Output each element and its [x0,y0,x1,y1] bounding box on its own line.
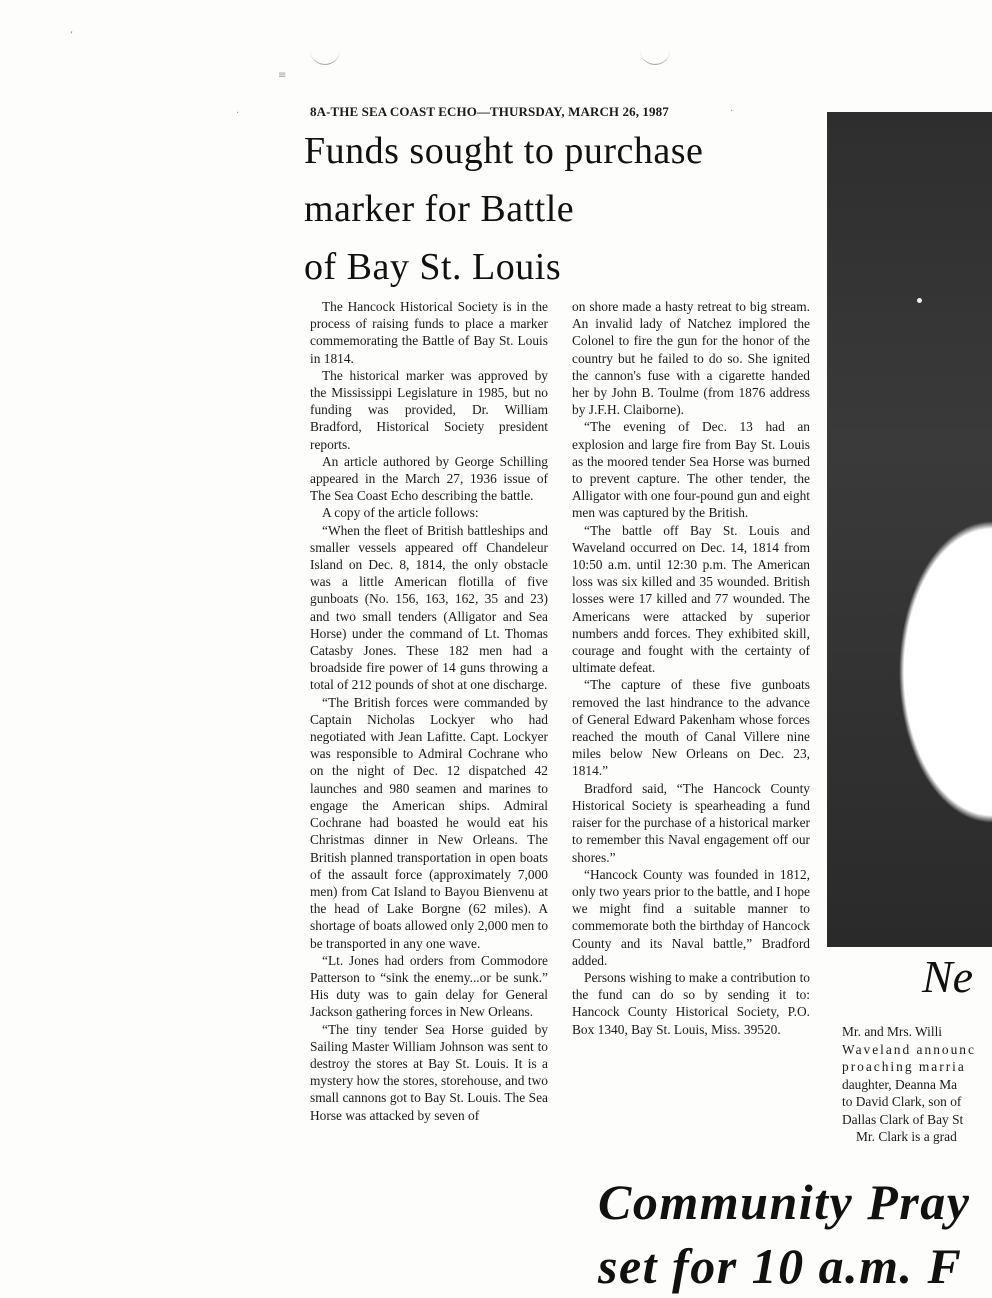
scan-mark: · [730,106,734,117]
paragraph: “The capture of these five gunboats removed the last hindrance to the advance of General Edward Pakenham whose forces reached the mouth of Canal Villere nine miles below New Orleans on Dec. 23, 1814.” [572,677,810,779]
paragraph: “The British forces were commanded by Captain Nicholas Lockyer who had negotiated with Jean Lafitte. Capt. Lockyer was responsible to Admiral Cochrane who on the night of Dec. 12 dispatched 42 launches and 980 seamen and marines to engage the American ships. Admiral Cochrane had boasted he would eat his Christmas dinner in New Orleans. The British planned transportation in open boats of the assault force (approximately 7,000 men) from Cat Island to Bayou Bienvenu at the head of Lake Borgne (62 miles). A shortage of boats allowed only 2,000 men to be transported in any one wave. [310,694,548,951]
paragraph: “The tiny tender Sea Horse guided by Sailing Master William Johnson was sent to destroy the stores at Bay St. Louis. It is a mystery how the stores, storehouse, and two small cannons got to Bay St. Louis. The Sea Horse was attacked by seven of [310,1021,548,1123]
headline [304,122,824,296]
portrait-photo [827,112,992,947]
masthead: 8A-THE SEA COAST ECHO—THURSDAY, MARCH 26, 1987 [310,104,669,119]
paragraph: “The battle off Bay St. Louis and Waveland occurred on Dec. 14, 1814 from 10:50 a.m. until 12:30 p.m. The American loss was six killed and 35 wounded. British losses were 17 killed and 77 wounded. The Americans were attacked by superior numbers andd forces. They exhibited skill, courage and fought with the certainty of ultimate defeat. [572,522,810,676]
side-article-heading: Ne [922,951,974,1002]
photo-speck [917,298,922,303]
bottom-headline-line: set for 10 a.m. F [598,1238,963,1294]
side-article-text [842,1023,992,1146]
paragraph: on shore made a hasty retreat to big stream. An invalid lady of Natchez implored the Colonel to fire the gun for the honor of the country but he failed to do so. She ignited the cannon's fuse with a cigarette handed her by John B. Toulme (from 1876 address by J.F.H. Claiborne). [572,299,810,418]
scan-mark [640,50,670,65]
scan-mark: ≡ [278,70,287,81]
side-article-line: Mr. Clark is a grad [856,1129,957,1144]
paragraph: Bradford said, “The Hancock County Historical Society is spearheading a fund raiser for the purchase of a historical marker to remember this Naval engagement off our shores.” [572,780,810,865]
scan-mark: · [236,108,240,119]
side-article-line: daughter, Deanna Ma [842,1076,958,1092]
headline-line: Funds sought to purchase [304,130,704,172]
headline-line: marker for Battle [304,188,575,230]
scan-mark: ‘ [70,30,74,41]
paragraph: “When the fleet of British battleships and smaller vessels appeared off Chandeleur Island on Dec. 8, 1814, the only obstacle was a little American flotilla of five gunboats (No. 156, 163, 162, 35 and 23) and two small tenders (Alligator and Sea Horse) under the command of Lt. Thomas Catasby Jones. These 182 men had a broadside fire power of 14 guns throwing a total of 212 pounds of shot at one discharge. [310,522,548,693]
article-column-2 [572,298,810,1038]
paragraph: The historical marker was approved by the Mississippi Legislature in 1985, but no funding was provided, Dr. William Bradford, Historical Society president reports. [310,367,548,452]
paragraph: An article authored by George Schilling appeared in the March 27, 1936 issue of The Sea Coast Echo describing the battle. [310,453,548,504]
bottom-headline [598,1170,992,1298]
side-article-line: to David Clark, son of [842,1094,962,1109]
paragraph: “The evening of Dec. 13 had an explosion and large fire from Bay St. Louis as the moored tender Sea Horse was burned to prevent capture. The other tender, the Alligator with one four-pound gun and eight men was captured by the British. [572,419,810,521]
paragraph: Persons wishing to make a contribution to the fund can do so by sending it to: Hancock County Historical Society, P.O. Box 1340, Bay St. Louis, Miss. 39520. [572,969,810,1037]
side-article-line: Waveland announc [842,1041,976,1057]
headline-line: of Bay St. Louis [304,246,562,288]
scan-mark [310,50,340,65]
side-article-line: proaching marria [842,1059,966,1074]
side-article-line: Dallas Clark of Bay St [842,1111,964,1127]
paragraph: The Hancock Historical Society is in the process of raising funds to place a marker commemorating the Battle of Bay St. Louis in 1814. [310,299,548,366]
bottom-headline-line: Community Pray [598,1174,971,1230]
paragraph: A copy of the article follows: [322,505,479,521]
article-column-1 [310,298,548,1288]
paragraph: “Lt. Jones had orders from Commodore Patterson to “sink the enemy...or be sunk.” His duty was to gain delay for General Jackson gathering forces in New Orleans. [310,952,548,1020]
side-article-line: Mr. and Mrs. Willi [842,1024,943,1039]
paragraph: “Hancock County was founded in 1812, only two years prior to the battle, and I hope we might find a suitable manner to commemorate both the birthday of Hancock County and its Naval battle,” Bradford added. [572,866,810,968]
